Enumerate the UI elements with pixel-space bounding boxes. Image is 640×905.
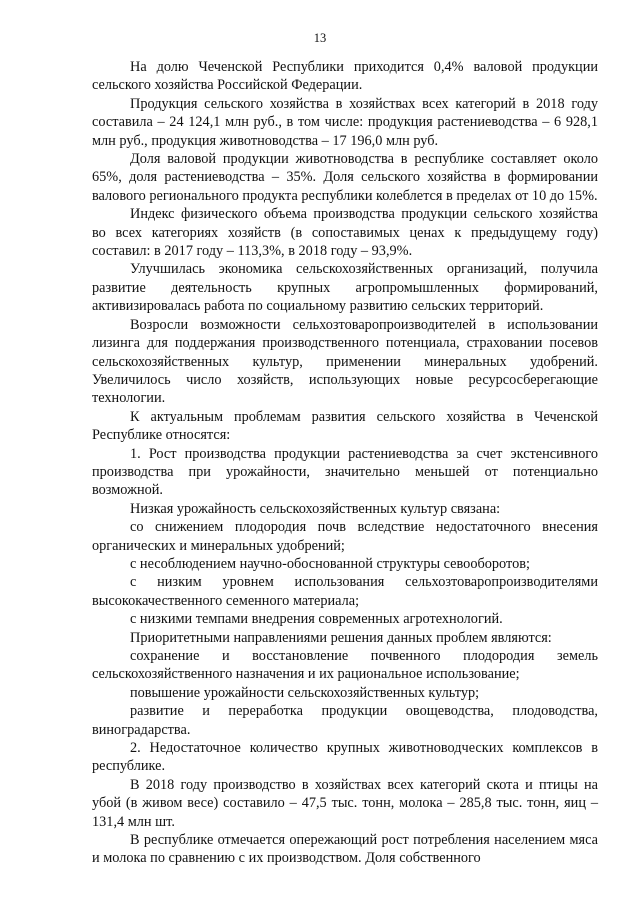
paragraph: Продукция сельского хозяйства в хозяйствах всех категорий в 2018 году составила – 24 124,1 млн руб., в том числе: продукция растениеводства – 6 928,1 млн руб., продукция животноводства – 17 196,0 млн руб. [92,95,598,149]
paragraph: повышение урожайности сельскохозяйственных культур; [130,684,480,701]
paragraph: с низким уровнем использования сельхозтоваропроизводителями высококачественного семенного материала; [92,574,598,609]
paragraph: Возросли возможности сельхозтоваропроизводителей в использовании лизинга для поддержания производственного потенциала, страховании посевов сельскохозяйственных культур, применении минеральных удобрений. Увеличилось число хозяйств, использующих новые ресурсосберегающие технологии. [92,316,598,407]
paragraph: с низкими темпами внедрения современных агротехнологий. [130,611,503,628]
paragraph: Низкая урожайность сельскохозяйственных культур связана: [130,500,501,517]
paragraph: На долю Чеченской Республики приходится 0,4% валовой продукции сельского хозяйства Российской Федерации. [92,59,598,94]
document-body [92,58,598,868]
paragraph: К актуальным проблемам развития сельского хозяйства в Чеченской Республике относятся: [92,408,598,444]
paragraph: В 2018 году производство в хозяйствах всех категорий скота и птицы на убой (в живом весе) составило – 47,5 тыс. тонн, молока – 285,8 тыс. тонн, яиц – 131,4 млн шт. [92,776,598,830]
paragraph: развитие и переработка продукции овощеводства, плодоводства, виноградарства. [92,703,598,738]
paragraph: Приоритетными направлениями решения данных проблем являются: [130,629,552,646]
paragraph: Индекс физического объема производства продукции сельского хозяйства во всех категориях хозяйств (в сопоставимых ценах к предыдущему году) составил: в 2017 году – 113,3%, в 2018 году – 93,9%. [92,206,598,260]
paragraph: В республике отмечается опережающий рост потребления населением мяса и молока по сравнению с их производством. Доля собственного [92,832,598,867]
paragraph: со снижением плодородия почв вследствие недостаточного внесения органических и минеральных удобрений; [92,519,598,554]
paragraph: сохранение и восстановление почвенного плодородия земель сельскохозяйственного назначения и их рациональное использование; [92,648,598,683]
page-number: 13 [313,31,327,45]
paragraph: Доля валовой продукции животноводства в республике составляет около 65%, доля растениеводства – 35%. Доля сельского хозяйства в формировании валового регионального продукта республики колеблется в пределах от 10 до 15%. [92,151,598,204]
paragraph: 2. Недостаточное количество крупных животноводческих комплексов в республике. [92,740,598,775]
paragraph: Улучшилась экономика сельскохозяйственных организаций, получила развитие деятельность крупных агропромышленных формирований, активизировалась работа по социальному развитию сельских территорий. [92,261,598,315]
paragraph: 1. Рост производства продукции растениеводства за счет экстенсивного производства при урожайности, значительно меньшей от потенциально возможной. [92,445,598,499]
paragraph: с несоблюдением научно-обоснованной структуры севооборотов; [130,555,530,572]
